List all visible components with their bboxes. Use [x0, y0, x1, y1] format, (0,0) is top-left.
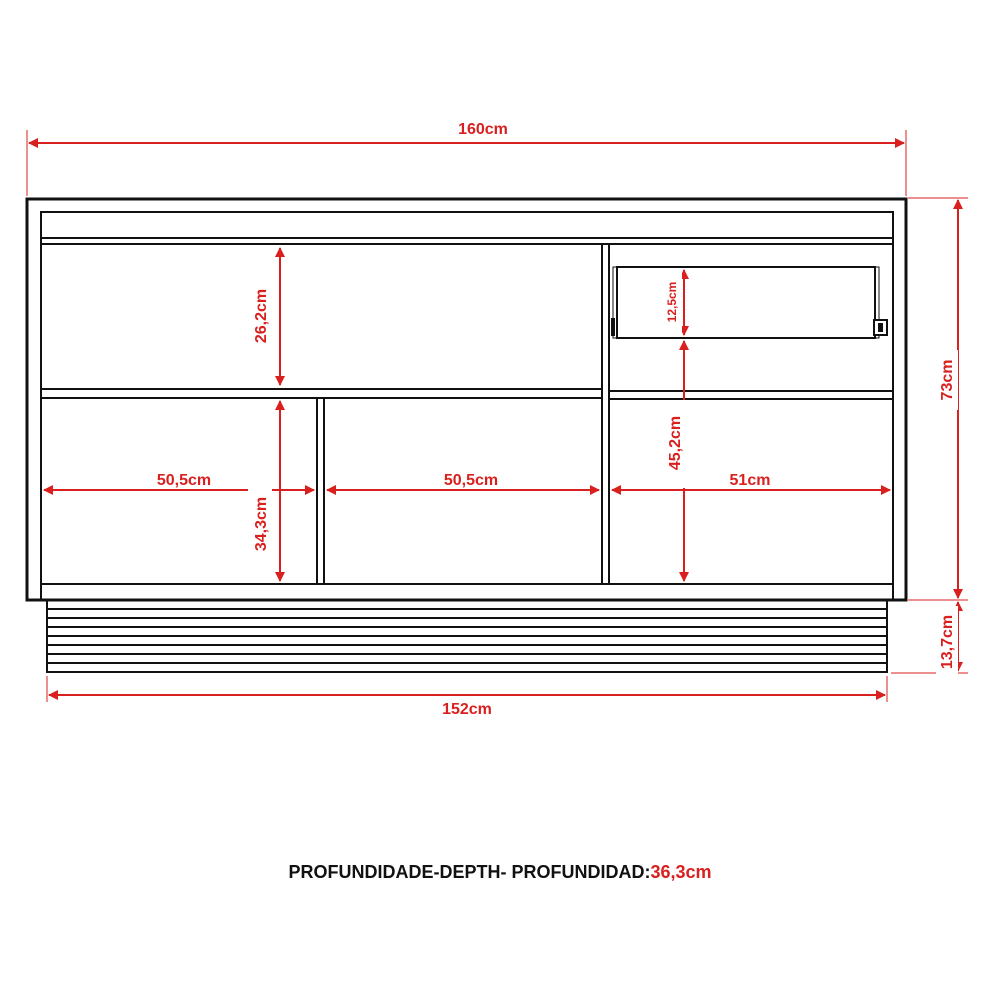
base-height-label: 13,7cm	[939, 614, 956, 670]
drawer-inner-edge	[613, 267, 879, 338]
base-width-label: 152cm	[442, 701, 492, 718]
drawer-front	[617, 267, 875, 338]
top-niche-height-label: 26,2cm	[253, 288, 270, 344]
cabinet	[27, 199, 906, 600]
depth-label: PROFUNDIDADE-DEPTH- PROFUNDIDAD:	[288, 862, 651, 882]
drawer-handle-left	[611, 318, 615, 336]
depth-caption	[0, 862, 1000, 883]
lower-niche-height-label: 34,3cm	[253, 496, 270, 552]
drawer-shelf	[609, 391, 893, 399]
drawer-height-label: 12,5cm	[665, 281, 679, 323]
bottom-panel	[41, 584, 893, 600]
depth-value: 36,3cm	[650, 862, 712, 882]
total-height-label: 73cm	[939, 359, 956, 401]
dimension-arrows	[29, 143, 958, 695]
dimension-labels	[157, 121, 956, 718]
right-niche-height-label: 45,2cm	[667, 415, 684, 471]
left-divider	[317, 398, 324, 584]
left-shelf	[41, 389, 602, 398]
cabinet-base	[47, 600, 887, 672]
cabinet-top-panel	[41, 212, 893, 238]
right-niche-width-label: 51cm	[729, 472, 771, 489]
total-width-label: 160cm	[458, 121, 508, 138]
middle-niche-width-label: 50,5cm	[443, 472, 499, 489]
left-niche-width-label: 50,5cm	[156, 472, 212, 489]
right-divider	[602, 244, 609, 584]
drawer-handle-right-knob	[878, 323, 883, 332]
drawer	[611, 267, 887, 338]
extension-lines	[27, 130, 968, 702]
